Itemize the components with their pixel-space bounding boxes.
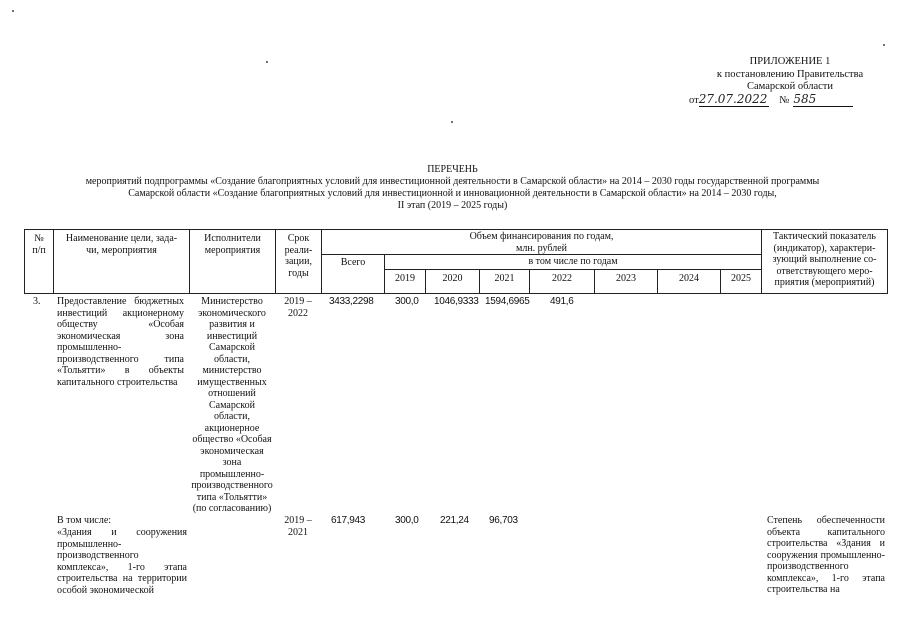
table-top-border: [24, 229, 888, 230]
appendix-line-3: Самарской области: [747, 81, 833, 92]
row-1-executors: Министерство экономического развития и инвестиций Самарской области, министерство имущественных отношений Самарской области, акционерное общество «Особая экономическая зона промышленно-производственного типа «Тольятти» (по согласованию): [191, 296, 273, 514]
header-indicator: Тактический показатель (индикатор), характери- зующий выполнение со- ответствующего меро- приятия (мероприятий): [772, 231, 877, 288]
document-subtitle-2: Самарской области «Создание благоприятных условий для инвестиционной и инновационной деятельности в Самарской области» на 2014 – 2030 годы,: [128, 188, 777, 199]
header-year-2024: 2024: [679, 273, 699, 284]
header-year-2022: 2022: [552, 273, 572, 284]
row-1-term: 2019 – 2022: [284, 296, 312, 319]
header-num: № п/п: [32, 233, 46, 256]
row-1-2022: 491,6: [550, 296, 574, 307]
appendix-line-2: к постановлению Правительства: [716, 68, 864, 80]
header-by-years: в том числе по годам: [528, 256, 618, 267]
header-executors: Исполнители мероприятия: [204, 233, 261, 256]
handwritten-date: 27.07.2022: [698, 92, 768, 106]
number-label: №: [779, 95, 790, 106]
handwritten-number: 585: [793, 92, 853, 107]
scan-speck: [266, 61, 268, 63]
row-2-name: «Здания и сооружения промышленно-производственного комплекса», 1-го этапа строительства на территории особой экономической: [57, 527, 187, 596]
header-year-2025: 2025: [731, 273, 751, 284]
table-right-border: [887, 229, 888, 294]
row-1-name: Предоставление бюджетных инвестиций акционерному обществу «Особая экономическая зона промышленно-производственного типа «Тольятти» в объекты капитального строительства: [57, 296, 184, 388]
header-funding: Объем финансирования по годам, млн. рублей: [469, 231, 614, 254]
row-2-2021: 96,703: [489, 515, 518, 526]
row-2-total: 617,943: [331, 515, 366, 526]
appendix-title: ПРИЛОЖЕНИЕ 1: [749, 56, 831, 67]
row-1-total: 3433,2298: [329, 296, 374, 307]
years-header-divider: [384, 269, 761, 270]
document-title: ПЕРЕЧЕНЬ: [427, 164, 478, 175]
from-label: от: [689, 95, 699, 106]
row-2-name-prefix: В том числе:: [57, 515, 112, 526]
table-header-bottom-border: [24, 293, 888, 294]
header-name: Наименование цели, зада- чи, мероприятия: [65, 233, 178, 256]
funding-header-divider: [321, 254, 761, 255]
scan-speck: [883, 44, 885, 46]
row-2-term: 2019 – 2021: [284, 515, 312, 538]
row-1-2019: 300,0: [395, 296, 419, 307]
header-term: Срок реали- зации, годы: [284, 233, 313, 279]
appendix-signature-line: [689, 92, 853, 107]
header-year-2020: 2020: [442, 273, 463, 284]
appendix-block: [690, 56, 890, 94]
document-subtitle-1: мероприятий подпрограммы «Создание благоприятных условий для инвестиционной деятельности в Самарской области» на 2014 – 2030 годы государственной программы: [85, 176, 820, 187]
document-title-block: [0, 164, 905, 212]
document-stage: II этап (2019 – 2025 годы): [397, 200, 508, 211]
header-year-2019: 2019: [395, 273, 415, 284]
header-year-2021: 2021: [494, 273, 515, 284]
header-year-2023: 2023: [616, 273, 636, 284]
row-1-2021: 1594,6965: [485, 296, 530, 307]
scan-speck: [451, 121, 453, 123]
header-total: Всего: [340, 257, 366, 268]
row-1-num: 3.: [33, 296, 41, 307]
row-1-2020: 1046,9333: [434, 296, 479, 307]
row-2-2019: 300,0: [395, 515, 419, 526]
row-2-2020: 221,24: [440, 515, 469, 526]
scan-speck: [12, 10, 14, 12]
row-2-indicator: Степень обеспеченности объекта капитального строительства «Здания и сооружения промышленно-производственного комплекса», 1-го этапа строительства на: [767, 515, 885, 595]
